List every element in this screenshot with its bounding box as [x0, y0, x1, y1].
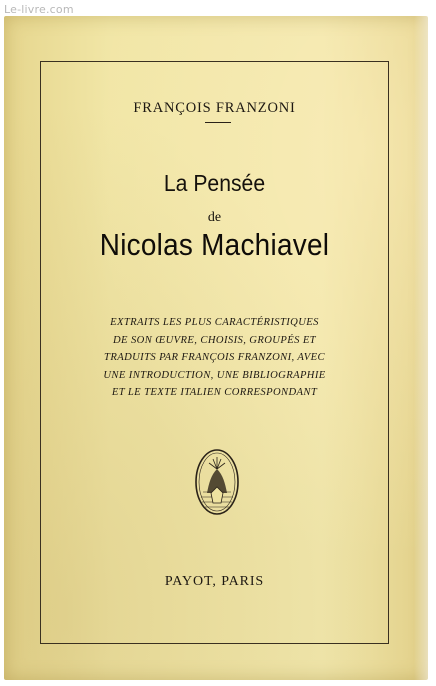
description-line: TRADUITS PAR FRANÇOIS FRANZONI, AVEC: [104, 352, 325, 364]
book-cover: [4, 16, 428, 680]
wheat-sheaf-emblem-icon: [193, 447, 241, 517]
cover-border-frame: [40, 61, 389, 644]
description-line: EXTRAITS LES PLUS CARACTÉRISTIQUES: [110, 317, 319, 328]
title-line-1: La Pensée: [163, 170, 266, 196]
site-watermark: Le-livre.com: [4, 3, 74, 16]
book-description: [55, 314, 374, 402]
description-line: ET LE TEXTE ITALIEN CORRESPONDANT: [111, 387, 318, 399]
description-line: DE SON ŒUVRE, CHOISIS, GROUPÉS ET: [113, 334, 316, 346]
description-line: UNE INTRODUCTION, UNE BIBLIOGRAPHIE: [103, 369, 326, 381]
author-name: FRANÇOIS FRANZONI: [133, 100, 296, 116]
author-divider: [205, 122, 231, 123]
publisher-name: PAYOT, PARIS: [164, 574, 265, 589]
title-connector: de: [207, 210, 222, 225]
book-title: Nicolas Machiavel: [99, 227, 330, 262]
